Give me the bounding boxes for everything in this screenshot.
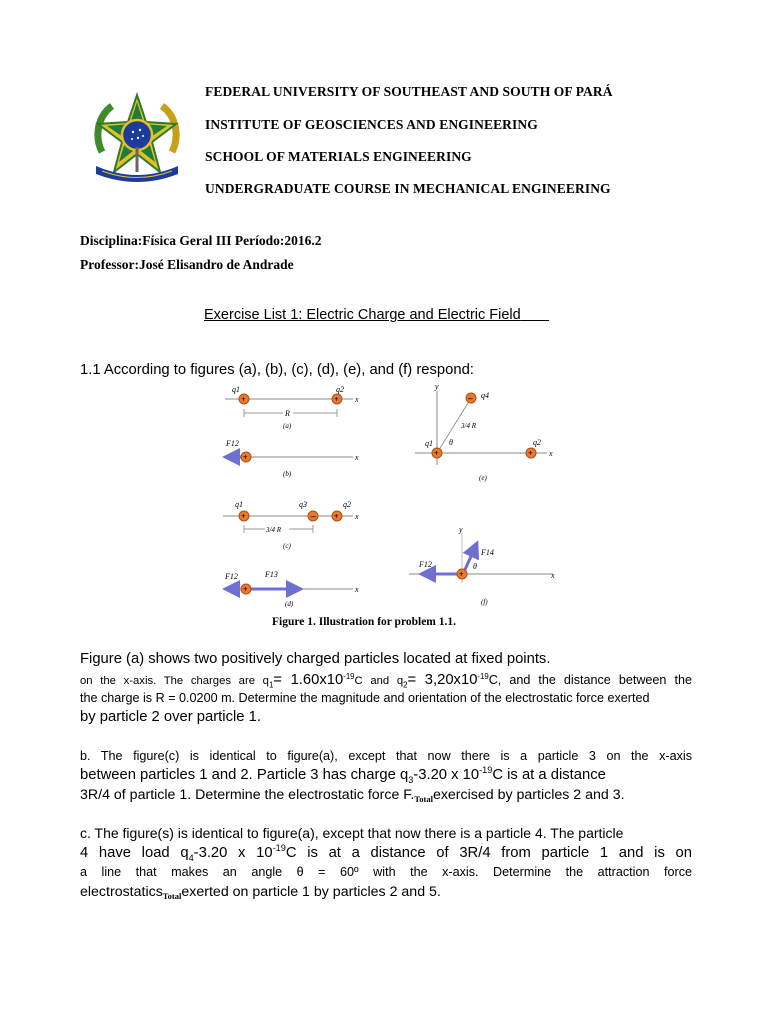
figure-1 (215, 383, 565, 613)
svg-text:x: x (551, 571, 555, 580)
part-a-line1: Figure (a) shows two positively charged particles located at fixed points. (80, 651, 551, 667)
panel-a (225, 385, 359, 430)
label-c-q3: q3 (299, 500, 307, 509)
label-c-q2: q2 (343, 500, 351, 509)
label-e-q4: q4 (481, 391, 489, 400)
svg-text:+: + (334, 395, 339, 404)
part-b-line2: between particles 1 and 2. Particle 3 has charge $q_3-3.20$ x $10^{-19}C$ is at a distance (80, 765, 606, 785)
panel-b (223, 439, 359, 478)
panel-f (409, 525, 555, 606)
question-text: 1.1 According to figures (a), (b), (c), (d), (e), and (f) respond: (80, 362, 474, 378)
part-a-line2: on the x-axis. The charges are $q_1= 1.60x10^{-19}C$ and $q_2= 3,20x10^{-19}C$, and the distance between the (80, 671, 692, 690)
svg-text:+: + (243, 585, 248, 594)
figure-caption: Figure 1. Illustration for problem 1.1. (272, 616, 456, 628)
discipline-line: Disciplina:Física Geral III Período:2016.2 (80, 233, 322, 248)
svg-text:x: x (549, 449, 553, 458)
svg-text:–: – (468, 393, 473, 403)
svg-text:–: – (311, 511, 316, 521)
exercise-title: Exercise List 1: Electric Charge and Electric Field (204, 307, 521, 323)
part-c-line4: electrostatics$_{Total}$exerted on particle 1 by particles 2 and 5. (80, 884, 441, 901)
part-b-line3: 3R/4 of particle 1. Determine the electrostatic force $F._{Total}exercised$ by particles 2 and 3. (80, 787, 625, 804)
label-e-q1: q1 (425, 439, 433, 448)
svg-text:+: + (434, 449, 439, 458)
svg-text:+: + (241, 512, 246, 521)
panel-d (223, 570, 359, 608)
panel-c (223, 500, 359, 550)
part-b-line1: b. The figure(c) is identical to figure(a), except that now there is a particle 3 on the x-axis (80, 749, 692, 763)
label-a-q2: q2 (336, 385, 344, 394)
svg-text:y: y (459, 525, 463, 534)
label-e: (e) (479, 474, 487, 482)
svg-text:x: x (355, 453, 359, 462)
svg-text:+: + (528, 449, 533, 458)
part-c-line3: a line that makes an angle θ = 60º with the x-axis. Determine the attraction force (80, 865, 692, 879)
svg-text:x: x (355, 512, 359, 521)
label-f-theta: θ (473, 562, 477, 571)
panel-e (415, 383, 553, 482)
label-b: (b) (283, 470, 292, 478)
header-institute: INSTITUTE OF GEOSCIENCES AND ENGINEERING (205, 117, 538, 132)
header-school: SCHOOL OF MATERIALS ENGINEERING (205, 149, 472, 164)
svg-text:+: + (243, 453, 248, 462)
svg-text:+: + (334, 512, 339, 521)
label-e-theta: θ (449, 438, 453, 447)
label-a-R: R (285, 409, 290, 418)
label-c: (c) (283, 542, 291, 550)
svg-text:+: + (241, 395, 246, 404)
label-f-F14: F14 (481, 548, 494, 557)
label-c-3-4-R: 3/4 R (266, 526, 281, 534)
label-d-F13: F13 (265, 570, 278, 579)
part-c-line2: 4 have load $q_4-3.20$ x $10^{-19}C$ is at a distance of 3R/4 from particle 1 and is on (80, 843, 692, 863)
label-b-F12: F12 (226, 439, 239, 448)
header-course: UNDERGRADUATE COURSE IN MECHANICAL ENGINEERING (205, 181, 611, 196)
label-e-3-4-R: 3/4 R (461, 422, 476, 430)
svg-text:x: x (355, 395, 359, 404)
exercise-title-wrap (204, 307, 549, 323)
label-a: (a) (283, 422, 292, 430)
part-a-line4: by particle 2 over particle 1. (80, 709, 261, 725)
label-e-q2: q2 (533, 438, 541, 447)
label-f-F12: F12 (419, 560, 432, 569)
coat-of-arms-logo (88, 92, 186, 186)
part-a-line3: the charge is R = 0.0200 m. Determine the magnitude and orientation of the electrostatic force exerted (80, 691, 650, 705)
svg-text:x: x (355, 585, 359, 594)
part-c-line1: c. The figure(s) is identical to figure(a), except that now there is a particle 4. The particle (80, 825, 624, 841)
header-university: FEDERAL UNIVERSITY OF SOUTHEAST AND SOUTH OF PARÁ (205, 84, 613, 99)
professor-line: Professor:José Elisandro de Andrade (80, 257, 294, 272)
label-f: (f) (481, 598, 488, 606)
svg-text:y: y (435, 383, 439, 391)
label-c-q1: q1 (235, 500, 243, 509)
label-d: (d) (285, 600, 294, 608)
svg-text:+: + (459, 570, 464, 579)
label-d-F12: F12 (225, 572, 238, 581)
label-a-q1: q1 (232, 385, 240, 394)
